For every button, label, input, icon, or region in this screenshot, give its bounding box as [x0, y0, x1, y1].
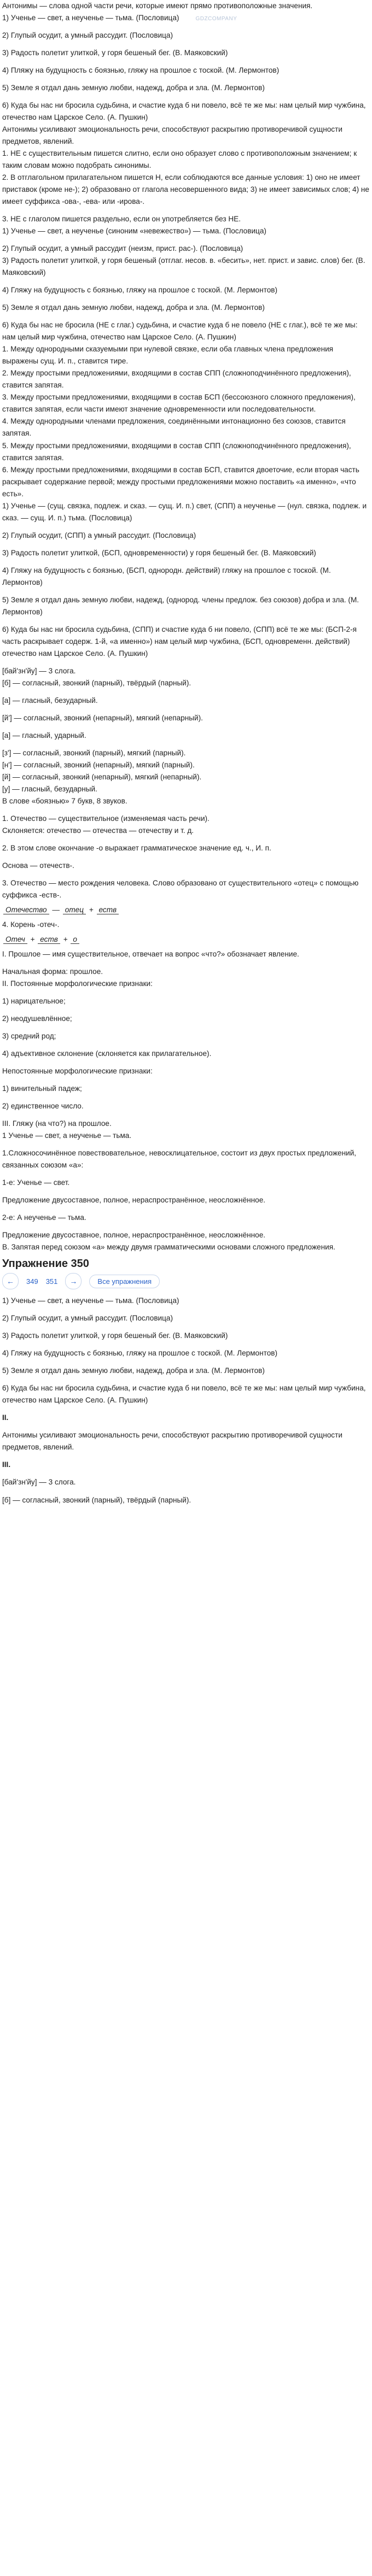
sentence-2: 2) Глупый осудит, а умный рассудит. (Пословица) — [2, 31, 173, 40]
parse-5: Предложение двусоставное, полное, нераспространённое, неосложнённое. — [2, 1231, 266, 1240]
annotated-sentence-6: 6) Куда бы нас не бросила (НЕ с глаг.) судьбина, и счастие куда б не повело (НЕ с глаг.), всё те же мы: нам целый мир чужбина, отечество нам Царское Село. (А. Пушкин) — [2, 321, 358, 342]
phonetic-row: [з'] — согласный, звонкий (парный), мягкий (парный). — [2, 748, 186, 757]
repeat-conclusion: Антонимы усиливают эмоциональность речи, способствуют раскрытию противоречивой сущности предметов, явлений. — [2, 1431, 342, 1452]
phonetic-row: [а] — гласный, ударный. — [2, 731, 86, 740]
next-arrow-icon[interactable]: → — [65, 1273, 82, 1289]
morph-feature: 1) нарицательное; — [2, 997, 66, 1006]
annotated-sentence-1: 1) Ученье — свет, а неученье (синоним «невежество») — тьма. (Пословица) — [2, 227, 266, 236]
prev-arrow-icon[interactable]: ← — [2, 1273, 19, 1289]
repeat-phonetic-row: [б] — согласный, звонкий (парный), твёрдый (парный). — [2, 1495, 191, 1504]
annotated-sentence-4: 4) Гляжу на будущность с боязнью, гляжу на прошлое с тоской. (М. Лермонтов) — [2, 286, 278, 295]
punct-example-2: 2) Глупый осудит, (СПП) а умный рассудит. (Пословица) — [2, 531, 196, 539]
morph-feature: 3) средний род; — [2, 1032, 56, 1041]
exercise-title: Упражнение 350 — [2, 1258, 89, 1270]
rule-3: 3. НЕ с глаголом пишется раздельно, если он употребляется без НЕ. — [2, 215, 241, 224]
morphemic-3: 3. Отечество — место рождения человека. Слово образовано от существительного «отец» с помощью суффикса -еств-. — [2, 878, 359, 899]
punct-rule-4: 4. Между однородными членами предложения, соединёнными интонационно без союзов, ставится запятая. — [2, 417, 346, 438]
sentence-3: 3) Радость полетит улиткой, у горя бешеный бег. (В. Маяковский) — [2, 49, 228, 57]
repeat-sentence-5: 5) Земле я отдал дань земную любви, надежд, добра и зла. (М. Лермонтов) — [2, 1366, 265, 1375]
scheme-word: Отечество — [3, 906, 49, 914]
punct-example-6: 6) Куда бы нас ни бросила судьбина, (СПП) и счастие куда б ни повело, (СПП) всё те же мы: (БСП-2-я часть раскрывает содерж. 1-й, «а именно») нам целый мир чужбина, (БСП, одновременн. действий) отечество нам Царское Село. (А. Пушкин) — [2, 625, 357, 658]
phonetic-row: [й] — согласный, звонкий (непарный), мягкий (непарный). — [2, 772, 202, 781]
punct-example-3: 3) Радость полетит улиткой, (БСП, одновременности) у горя бешеный бег. (В. Маяковский) — [2, 548, 316, 557]
annotated-sentence-5: 5) Земле я отдал дань земную любви, надежд, добра и зла. (М. Лермонтов) — [2, 303, 265, 312]
morphemic-1b: Склоняется: отечество — отечества — отечеству и т. д. — [2, 826, 194, 835]
next-exercise-link[interactable]: 351 — [45, 1277, 58, 1286]
section-label-2: II. — [2, 1413, 9, 1422]
punct-rule-6: 6. Между простыми предложениями, входящими в состав БСП, ставится двоеточие, если вторая часть раскрывает содержание первой; между простыми предложениями можно поставить «а именно», «что есть». — [2, 465, 359, 498]
punct-rule-5: 5. Между простыми предложениями, входящими в состав СПП (сложноподчинённого предложения), ставится запятая. — [2, 441, 351, 462]
annotated-sentence-2: 2) Глупый осудит, а умный рассудит (неизм, прист. рас-). (Пословица) — [2, 244, 243, 253]
phonetic-row: [б] — согласный, звонкий (парный), твёрдый (парный). — [2, 678, 191, 687]
parse-6: В. Запятая перед союзом «а» между двумя грамматическими основами сложного предложения. — [2, 1243, 335, 1252]
morph-1: I. Прошлое — имя существительное, отвечает на вопрос «что?» обозначает явление. — [2, 950, 299, 959]
watermark: GDZCOMPANY — [195, 16, 237, 22]
scheme-root: Отеч — [3, 935, 27, 944]
morpheme-scheme: Отеч + еств + о — [2, 935, 370, 944]
morph-4: Непостоянные морфологические признаки: — [2, 1067, 153, 1076]
antonym-definition: Антонимы — слова одной части речи, которые имеют прямо противоположные значения. — [2, 2, 313, 10]
derivation-scheme: Отечество — отец + еств — [2, 906, 370, 914]
morphemic-1: 1. Отечество — существительное (изменяемая часть речи). — [2, 814, 210, 823]
punct-example-1: 1) Ученье — (сущ. связка, подлеж. и сказ. — сущ. И. п.) свет, (СПП) а неученье — (нул. связка, подлеж. и сказ. — сущ. И. п.) тьма. (Пословица) — [2, 501, 367, 522]
scheme-suffix: еств — [38, 935, 60, 944]
phonetic-row: [у] — гласный, безударный. — [2, 784, 97, 793]
phonetic-word: [бай'зн'йу] — 3 слога. — [2, 666, 76, 675]
morph-5: III. Гляжу (на что?) на прошлое. — [2, 1119, 112, 1128]
sentence-6: 6) Куда бы нас ни бросила судьбина, и счастие куда б ни повело, всё те же мы: нам целый мир чужбина, отечество нам Царское Село. (А. Пушкин) — [2, 101, 366, 122]
punct-example-5: 5) Земле я отдал дань земную любви, надежд, (однород. члены предлож. без союзов) добра и зла. (М. Лермонтов) — [2, 595, 359, 616]
parse-4: 2-е: А неученье — тьма. — [2, 1213, 86, 1222]
sentence-4: 4) Пляжу на будущность с боязнью, гляжу на прошлое с тоской. (М. Лермонтов) — [2, 66, 280, 75]
scheme-base: отец — [63, 906, 86, 914]
phonetic-row: [н'] — согласный, звонкий (непарный), мягкий (парный). — [2, 760, 195, 769]
repeat-sentence-2: 2) Глупый осудит, а умный рассудит. (Пословица) — [2, 1314, 173, 1323]
punct-rule-3: 3. Между простыми предложениями, входящими в состав БСП (бессоюзного сложного предложения), ставится запятая, если части имеют значение одновременности или последовательности. — [2, 393, 356, 414]
parse-sentence: 1 Ученье — свет, а неученье — тьма. — [2, 1131, 132, 1140]
parse-1: 1.Сложносочинённое повествовательное, невосклицательное, состоит из двух простых предложений, связанных союзом «а»: — [2, 1149, 357, 1170]
phonetic-summary: В слове «боязнью» 7 букв, 8 звуков. — [2, 796, 127, 805]
repeat-phonetic-word: [бай'зн'йу] — 3 слога. — [2, 1478, 76, 1487]
punct-rule-2: 2. Между простыми предложениями, входящими в состав СПП (сложноподчинённого предложения), ставится запятая. — [2, 369, 351, 390]
morph-feature: 2) единственное число. — [2, 1102, 84, 1111]
morphemic-4: 4. Корень -отеч-. — [2, 920, 60, 929]
section-label-3: III. — [2, 1460, 11, 1469]
all-exercises-link[interactable]: Все упражнения — [89, 1275, 160, 1288]
sentence-5: 5) Земле я отдал дань земную любви, надежд, добра и зла. (М. Лермонтов) — [2, 84, 265, 92]
parse-2: 1-е: Ученье — свет. — [2, 1178, 70, 1187]
morph-feature: 4) адъективное склонение (склоняется как прилагательное). — [2, 1049, 212, 1058]
morph-2: Начальная форма: прошлое. — [2, 967, 103, 976]
repeat-sentence-1: 1) Ученье — свет, а неученье — тьма. (Пословица) — [2, 1296, 179, 1305]
punct-example-4: 4) Гляжу на будущность с боязнью, (БСП, однородн. действий) гляжу на прошлое с тоской. (М. Лермонтов) — [2, 566, 331, 586]
morph-feature: 1) винительный падеж; — [2, 1084, 82, 1093]
antonym-conclusion: Антонимы усиливают эмоциональность речи, способствуют раскрытию противоречивой сущности предметов, явлений. — [2, 125, 342, 146]
repeat-sentence-3: 3) Радость полетит улиткой, у горя бешеный бег. (В. Маяковский) — [2, 1331, 228, 1340]
punct-rule-1: 1. Между однородными сказуемыми при нулевой связке, если оба главных члена предложения выражены сущ. И. п., ставится тире. — [2, 345, 334, 366]
annotated-sentence-3: 3) Радость полетит улиткой, у горя бешеный (отглаг. несов. в. «бесить», нет. прист. и завис. слов) бег. (В. Маяковский) — [2, 256, 365, 277]
morph-3: II. Постоянные морфологические признаки: — [2, 979, 153, 988]
exercise-nav — [2, 1273, 370, 1289]
rule-2: 2. В отглагольном прилагательном пишется Н, если соблюдаются все данные условия: 1) оно не имеет приставок (кроме не-); 2) образовано от глагола несовершенного вида; 3) не имеет зависимых слов; 4) не имеет суффикса -ова-, -ева- или -ирова-. — [2, 173, 369, 206]
morphemic-2: 2. В этом слове окончание -о выражает грамматическое значение ед. ч., И. п. — [2, 843, 271, 852]
morphemic-2b: Основа — отечеств-. — [2, 861, 74, 870]
phonetic-row: [й'] — согласный, звонкий (непарный), мягкий (непарный). — [2, 713, 203, 722]
prev-exercise-link[interactable]: 349 — [26, 1277, 38, 1286]
parse-3: Предложение двусоставное, полное, нераспространённое, неосложнённое. — [2, 1196, 266, 1205]
sentence-1: 1) Ученье — свет, а неученье — тьма. (Пословица) GDZCOMPANY — [2, 14, 237, 22]
phonetic-row: [а] — гласный, безударный. — [2, 696, 98, 705]
scheme-suffix: еств — [97, 906, 119, 914]
scheme-ending: о — [71, 935, 79, 944]
repeat-sentence-6: 6) Куда бы нас ни бросила судьбина, и счастие куда б ни повело, всё те же мы: нам целый мир чужбина, отечество нам Царское Село. (А. Пушкин) — [2, 1384, 366, 1405]
repeat-sentence-4: 4) Гляжу на будущность с боязнью, гляжу на прошлое с тоской. (М. Лермонтов) — [2, 1349, 278, 1358]
rule-1: 1. НЕ с существительным пишется слитно, если оно образует слово с противоположным значением; к таким словам можно подобрать синонимы. — [2, 149, 357, 170]
morph-feature: 2) неодушевлённое; — [2, 1014, 72, 1023]
